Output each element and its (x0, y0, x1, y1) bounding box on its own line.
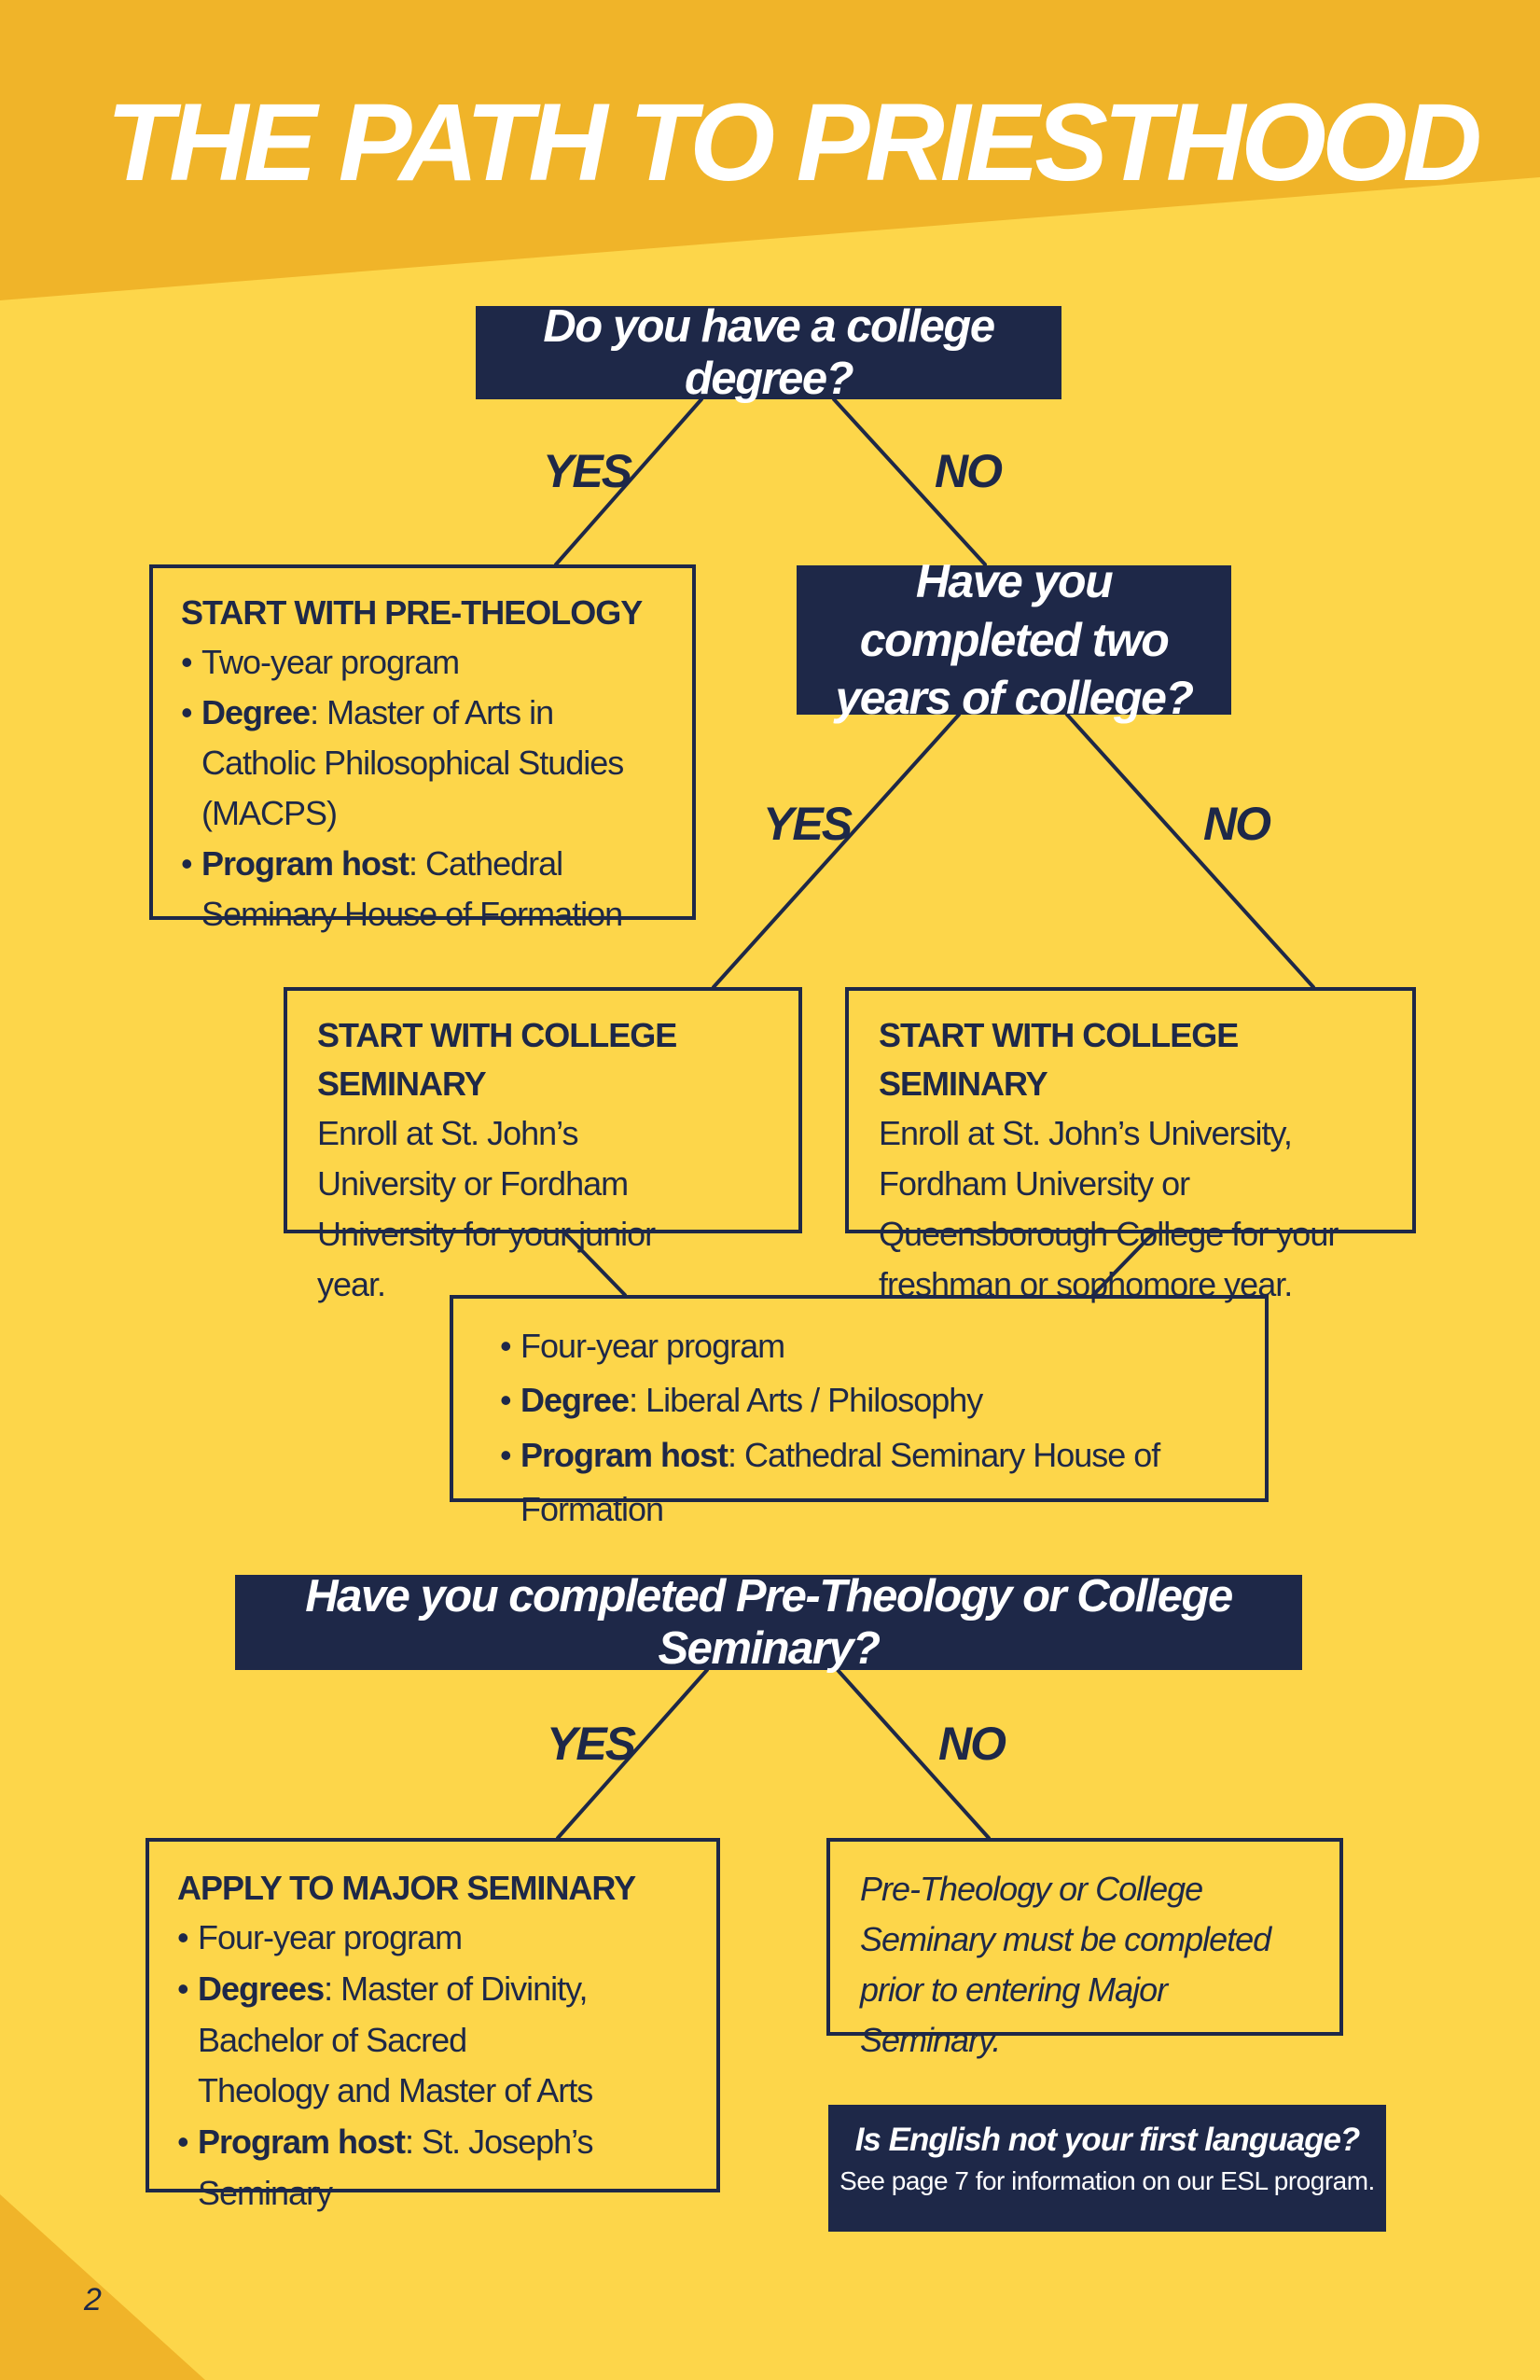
q3-no-label: NO (938, 1718, 1005, 1770)
question-college-degree (476, 301, 1061, 404)
q2-no-connector (1067, 715, 1313, 987)
pre-theology-item-duration: • Two-year program (181, 637, 666, 688)
major-seminary-item-host: • Program host: St. Joseph’s Seminary (177, 2117, 698, 2219)
question-two-years (797, 555, 1231, 725)
q3-yes-label: YES (547, 1718, 635, 1770)
college-program-item-host: • Program host: Cathedral Seminary House of Formation (500, 1428, 1248, 1538)
major-seminary-item-duration: • Four-year program (177, 1913, 698, 1964)
not-completed-note-box (826, 1838, 1343, 2059)
college-seminary-junior-heading: START WITH COLLEGE SEMINARY (317, 1016, 677, 1104)
college-program-item-degree: • Degree: Liberal Arts / Philosophy (500, 1373, 1248, 1427)
college-seminary-junior-text: Enroll at St. John’s University or Fordham University for your junior year. (317, 1114, 656, 1304)
q1-yes-label: YES (543, 445, 631, 497)
q2-yes-label: YES (763, 798, 852, 850)
question-two-years-text: Have you completed two years of college? (835, 555, 1193, 725)
pre-theology-heading: START WITH PRE-THEOLOGY (181, 593, 643, 632)
corner-accent (0, 2194, 205, 2380)
college-seminary-junior-box (284, 987, 802, 1304)
q2-no-label: NO (1203, 798, 1269, 850)
college-seminary-freshman-heading: START WITH COLLEGE SEMINARY (879, 1016, 1239, 1104)
page-title: THE PATH TO PRIESTHOOD (106, 81, 1478, 204)
pre-theology-item-degree: • Degree: Master of Arts in Catholic Philosophical Studies (MACPS) (181, 688, 666, 839)
major-seminary-item-degrees: • Degrees: Master of Divinity, Bachelor of Sacred Theology and Master of Arts (177, 1964, 698, 2117)
major-seminary-box (146, 1838, 720, 2212)
esl-info: See page 7 for information on our ESL program. (839, 2166, 1375, 2195)
question-completed-seminary (235, 1571, 1302, 1674)
question-completed-seminary-text: Have you completed Pre-Theology or College Seminary? (305, 1571, 1232, 1674)
q2-yes-connector (714, 715, 959, 987)
college-program-box (450, 1295, 1269, 1528)
college-seminary-freshman-text: Enroll at St. John’s University, Fordham University or Queensborough College for your freshman or sophomore year. (879, 1114, 1339, 1304)
pre-theology-box (149, 564, 696, 934)
question-college-degree-text: Do you have a college degree? (543, 301, 994, 404)
college-program-item-duration: • Four-year program (500, 1319, 1248, 1373)
college-seminary-freshman-box (845, 987, 1416, 1304)
esl-callout (828, 2105, 1386, 2232)
pre-theology-item-host: • Program host: Cathedral Seminary House of Formation (181, 839, 666, 939)
q1-no-label: NO (935, 445, 1001, 497)
esl-question: Is English not your first language? (854, 2122, 1360, 2158)
page-number: 2 (84, 2282, 102, 2317)
not-completed-note-text: Pre-Theology or College Seminary must be completed prior to entering Major Seminary. (860, 1870, 1271, 2059)
major-seminary-heading: APPLY TO MAJOR SEMINARY (177, 1869, 636, 1907)
